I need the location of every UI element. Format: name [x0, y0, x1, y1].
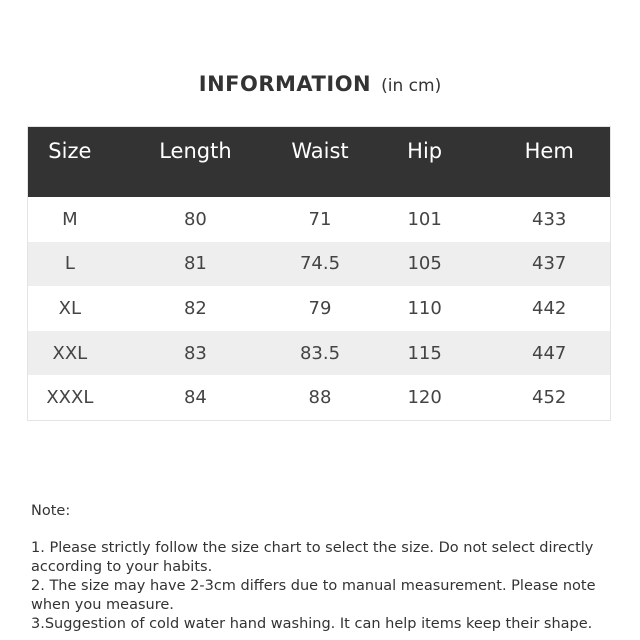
cell-size: M [62, 208, 78, 230]
cell-waist: 88 [308, 387, 332, 409]
header-waist: Waist [291, 139, 349, 163]
cell-hem: 452 [532, 387, 567, 409]
cell-size: XXXL [46, 387, 94, 409]
header-length: Length [159, 139, 232, 163]
note-item: 2. The size may have 2-3cm differs due to manual measurement. Please note when you measure. [31, 578, 596, 613]
size-table [27, 126, 611, 421]
cell-length: 80 [183, 208, 207, 230]
cell-length: 82 [183, 297, 207, 319]
cell-waist: 83.5 [299, 342, 341, 364]
header-hem: Hem [524, 139, 574, 163]
cell-length: 83 [183, 342, 207, 364]
notes-section [31, 502, 611, 634]
header-hip: Hip [407, 139, 443, 163]
table-row [28, 242, 610, 287]
chart-title [0, 72, 640, 96]
cell-length: 81 [183, 253, 207, 275]
table-row [28, 331, 610, 376]
title-text: INFORMATION [198, 72, 372, 96]
cell-hip: 120 [407, 387, 442, 409]
cell-waist: 71 [308, 208, 332, 230]
table-row [28, 197, 610, 242]
cell-size: XXL [52, 342, 88, 364]
cell-size: XL [58, 297, 82, 319]
cell-hip: 110 [407, 297, 442, 319]
unit-text: (in cm) [381, 76, 442, 96]
cell-hem: 447 [532, 342, 567, 364]
note-item: 3.Suggestion of cold water hand washing. It can help items keep their shape. [31, 616, 593, 632]
note-item: 1. Please strictly follow the size chart to select the size. Do not select directly according to your habits. [31, 540, 594, 575]
cell-size: L [64, 253, 75, 275]
cell-waist: 79 [308, 297, 332, 319]
table-row [28, 286, 610, 331]
header-size: Size [48, 139, 92, 163]
cell-hip: 105 [407, 253, 442, 275]
note-label: Note: [31, 503, 71, 519]
cell-hip: 101 [407, 208, 442, 230]
cell-hem: 442 [532, 297, 567, 319]
cell-hip: 115 [407, 342, 442, 364]
cell-waist: 74.5 [299, 253, 341, 275]
cell-length: 84 [183, 387, 207, 409]
table-header [28, 127, 610, 197]
table-row [28, 375, 610, 420]
cell-hem: 437 [532, 253, 567, 275]
cell-hem: 433 [532, 208, 567, 230]
